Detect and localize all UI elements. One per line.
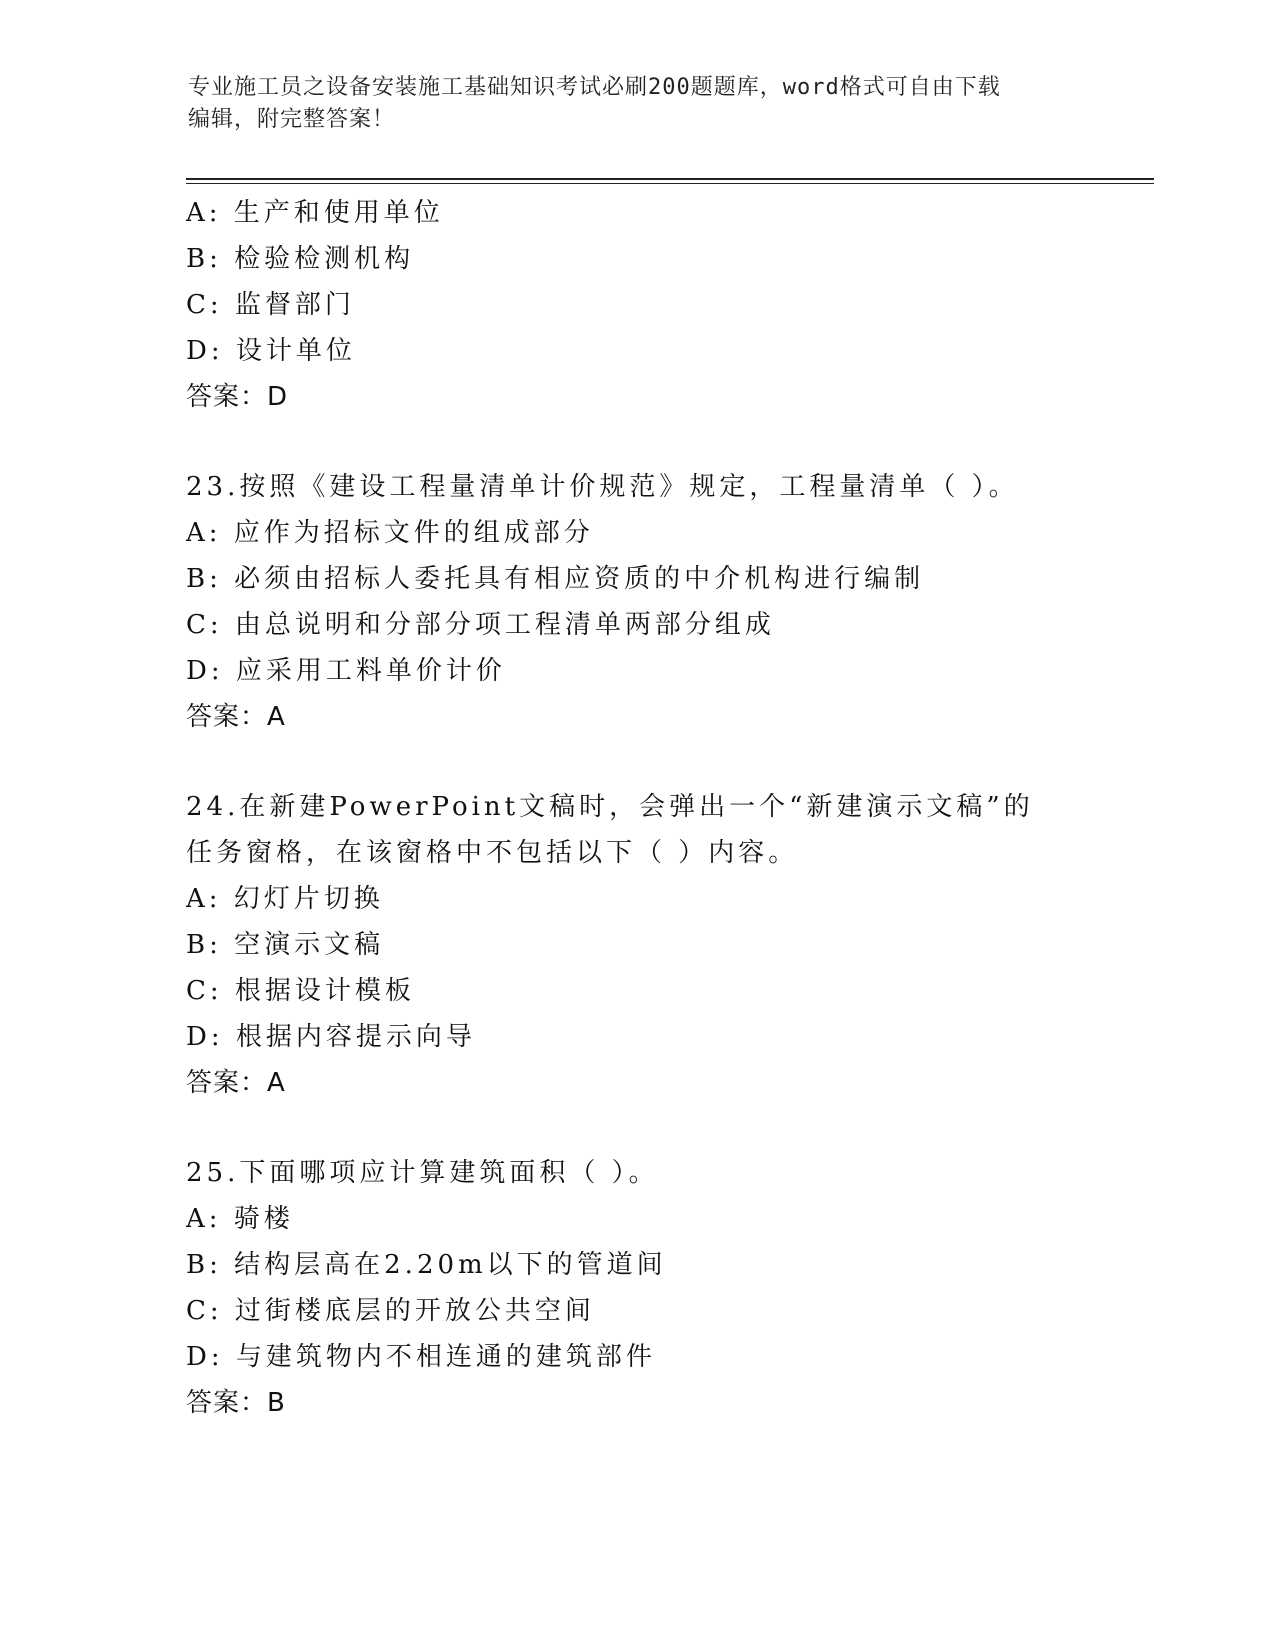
option-d: D: 与建筑物内不相连通的建筑部件 xyxy=(186,1342,656,1372)
option-c: C: 过街楼底层的开放公共空间 xyxy=(186,1296,595,1326)
answer-line: 答案：B xyxy=(186,1388,286,1418)
option-d: D: 根据内容提示向导 xyxy=(186,1022,476,1052)
option-c: C: 根据设计模板 xyxy=(186,976,415,1006)
header-divider-thick xyxy=(186,178,1154,180)
question-stem: 23.按照《建设工程量清单计价规范》规定，工程量清单（ ）。 xyxy=(186,472,1019,502)
answer-line: 答案：D xyxy=(186,382,289,412)
option-b: B: 检验检测机构 xyxy=(186,244,415,274)
question-stem: 25.下面哪项应计算建筑面积（ ）。 xyxy=(186,1158,659,1188)
option-b: B: 必须由招标人委托具有相应资质的中介机构进行编制 xyxy=(186,564,925,594)
option-b: B: 结构层高在2.20m以下的管道间 xyxy=(186,1250,667,1280)
question-block-23 xyxy=(186,464,1146,740)
header-line-1: 专业施工员之设备安装施工基础知识考试必刷200题题库，word格式可自由下载 xyxy=(188,75,1001,100)
document-header xyxy=(188,72,1068,136)
answer-line: 答案：A xyxy=(186,702,286,732)
answer-line: 答案：A xyxy=(186,1068,286,1098)
question-stem: 24.在新建PowerPoint文稿时，会弹出一个“新建演示文稿”的任务窗格，在该窗格中不包括以下（ ）内容。 xyxy=(186,792,1034,868)
option-b: B: 空演示文稿 xyxy=(186,930,385,960)
option-a: A: 生产和使用单位 xyxy=(186,198,444,228)
option-d: D: 设计单位 xyxy=(186,336,356,366)
option-c: C: 监督部门 xyxy=(186,290,355,320)
option-c: C: 由总说明和分部分项工程清单两部分组成 xyxy=(186,610,775,640)
option-d: D: 应采用工料单价计价 xyxy=(186,656,506,686)
option-a: A: 骑楼 xyxy=(186,1204,294,1234)
option-a: A: 应作为招标文件的组成部分 xyxy=(186,518,594,548)
question-block-22 xyxy=(186,190,1146,420)
header-line-2: 编辑，附完整答案！ xyxy=(188,107,396,132)
header-divider-thin xyxy=(186,183,1154,184)
question-block-24 xyxy=(186,784,1146,1106)
option-a: A: 幻灯片切换 xyxy=(186,884,384,914)
question-block-25 xyxy=(186,1150,1146,1426)
question-list xyxy=(186,190,1146,1470)
